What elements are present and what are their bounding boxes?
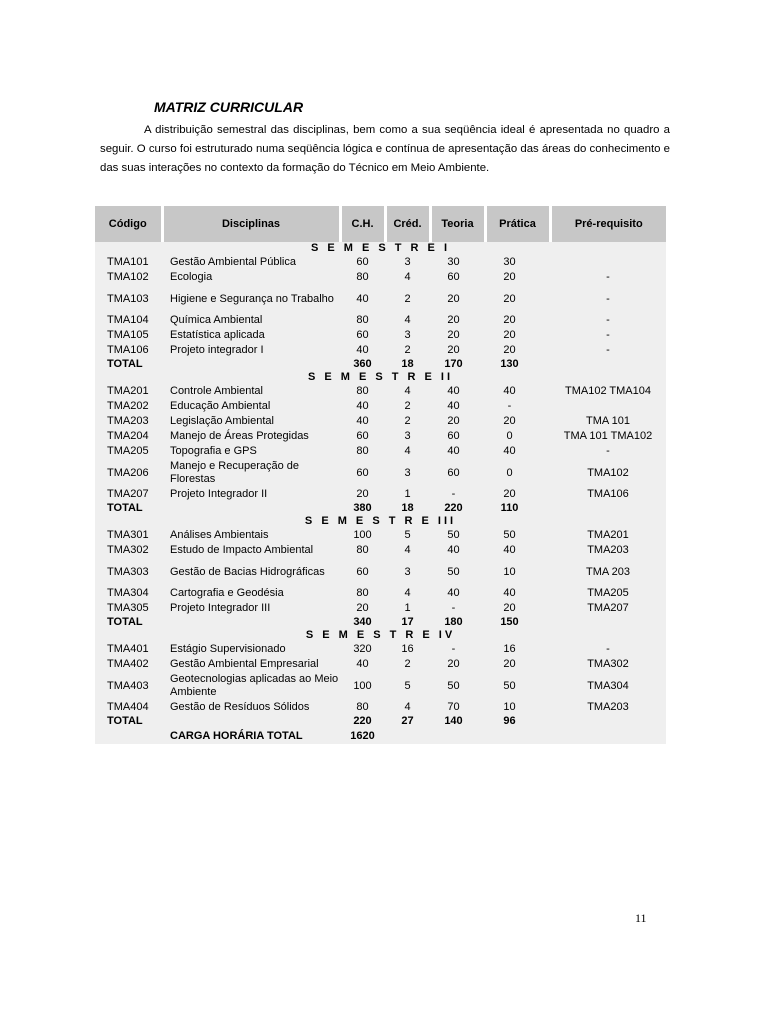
cell-pratica: 20 [485,414,550,429]
header-codigo: Código [95,206,162,242]
total-blank [550,715,666,728]
cell-prerequisito: - [550,642,666,657]
curriculum-body [95,242,666,744]
cell-disciplina: Topografia e GPS [162,444,340,459]
cell-disciplina: Cartografia e Geodésia [162,586,340,601]
cell-pratica: 10 [485,700,550,715]
semester-total-row [95,715,666,728]
cell-prerequisito: TMA205 [550,586,666,601]
cell-pratica: 20 [485,343,550,358]
grand-total-row [95,728,666,744]
total-teoria: 180 [430,616,485,629]
cell-disciplina: Química Ambiental [162,313,340,328]
total-label: TOTAL [95,358,162,371]
curriculum-table [95,206,666,744]
cell-ch: 60 [340,558,385,586]
total-label: TOTAL [95,715,162,728]
cell-codigo: TMA103 [95,285,162,313]
table-row [95,487,666,502]
cell-codigo: TMA401 [95,642,162,657]
grand-total-value: 1620 [340,728,385,744]
table-row [95,642,666,657]
cell-disciplina: Geotecnologias aplicadas ao Meio Ambiente [162,672,340,700]
cell-teoria: 70 [430,700,485,715]
cell-cred: 2 [385,343,430,358]
total-teoria: 170 [430,358,485,371]
cell-prerequisito: TMA 101 TMA102 [550,429,666,444]
grand-total-blank [385,728,430,744]
cell-teoria: 40 [430,586,485,601]
cell-teoria: - [430,601,485,616]
header-pratica: Prática [485,206,550,242]
cell-ch: 80 [340,444,385,459]
cell-prerequisito [550,399,666,414]
header-prerequisito: Pré-requisito [550,206,666,242]
cell-teoria: 60 [430,270,485,285]
cell-teoria: 60 [430,459,485,487]
cell-teoria: 20 [430,328,485,343]
cell-teoria: 20 [430,285,485,313]
table-row [95,384,666,399]
cell-codigo: TMA402 [95,657,162,672]
cell-codigo: TMA205 [95,444,162,459]
cell-disciplina: Projeto integrador I [162,343,340,358]
cell-codigo: TMA201 [95,384,162,399]
table-header-row [95,206,666,242]
cell-ch: 80 [340,270,385,285]
cell-pratica: 20 [485,657,550,672]
total-blank [162,358,340,371]
semester-total-row [95,502,666,515]
semester-header-row [95,242,666,255]
total-teoria: 140 [430,715,485,728]
cell-prerequisito: TMA201 [550,528,666,543]
cell-cred: 4 [385,384,430,399]
cell-prerequisito: TMA302 [550,657,666,672]
cell-pratica: 50 [485,672,550,700]
cell-codigo: TMA404 [95,700,162,715]
cell-disciplina: Gestão Ambiental Empresarial [162,657,340,672]
cell-codigo: TMA203 [95,414,162,429]
semester-label: S E M E S T R E III [95,515,666,528]
cell-disciplina: Estatística aplicada [162,328,340,343]
header-teoria: Teoria [430,206,485,242]
cell-ch: 320 [340,642,385,657]
cell-cred: 2 [385,285,430,313]
cell-ch: 40 [340,657,385,672]
semester-total-row [95,616,666,629]
cell-ch: 100 [340,672,385,700]
cell-teoria: - [430,642,485,657]
cell-codigo: TMA102 [95,270,162,285]
cell-codigo: TMA206 [95,459,162,487]
table-row [95,328,666,343]
cell-prerequisito [550,255,666,270]
cell-pratica: 40 [485,444,550,459]
table-row [95,700,666,715]
semester-header-row [95,371,666,384]
cell-ch: 20 [340,487,385,502]
cell-prerequisito: TMA102 TMA104 [550,384,666,399]
total-teoria: 220 [430,502,485,515]
cell-disciplina: Higiene e Segurança no Trabalho [162,285,340,313]
cell-codigo: TMA101 [95,255,162,270]
cell-ch: 40 [340,343,385,358]
table-row [95,672,666,700]
table-row [95,343,666,358]
total-blank [162,616,340,629]
cell-disciplina: Ecologia [162,270,340,285]
cell-pratica: 30 [485,255,550,270]
cell-pratica: 40 [485,384,550,399]
cell-ch: 20 [340,601,385,616]
cell-teoria: 50 [430,528,485,543]
cell-pratica: 20 [485,313,550,328]
total-pratica: 130 [485,358,550,371]
cell-disciplina: Controle Ambiental [162,384,340,399]
cell-ch: 80 [340,543,385,558]
cell-teoria: 30 [430,255,485,270]
cell-cred: 4 [385,444,430,459]
cell-prerequisito: TMA304 [550,672,666,700]
cell-teoria: 60 [430,429,485,444]
cell-ch: 40 [340,399,385,414]
cell-prerequisito: - [550,444,666,459]
cell-teoria: 40 [430,543,485,558]
semester-label: S E M E S T R E IV [95,629,666,642]
semester-label: S E M E S T R E II [95,371,666,384]
total-label: TOTAL [95,502,162,515]
cell-pratica: 10 [485,558,550,586]
cell-disciplina: Manejo de Áreas Protegidas [162,429,340,444]
cell-ch: 80 [340,586,385,601]
cell-disciplina: Legislação Ambiental [162,414,340,429]
total-ch: 340 [340,616,385,629]
cell-cred: 1 [385,487,430,502]
cell-pratica: 20 [485,285,550,313]
cell-teoria: 50 [430,672,485,700]
cell-pratica: 20 [485,487,550,502]
table-row [95,255,666,270]
table-row [95,444,666,459]
cell-cred: 5 [385,528,430,543]
total-ch: 360 [340,358,385,371]
cell-disciplina: Estágio Supervisionado [162,642,340,657]
cell-codigo: TMA104 [95,313,162,328]
total-cred: 18 [385,502,430,515]
cell-codigo: TMA302 [95,543,162,558]
cell-prerequisito: - [550,313,666,328]
table-row [95,528,666,543]
cell-cred: 3 [385,328,430,343]
cell-disciplina: Análises Ambientais [162,528,340,543]
cell-codigo: TMA105 [95,328,162,343]
grand-total-blank [430,728,485,744]
header-cred: Créd. [385,206,430,242]
cell-prerequisito: TMA102 [550,459,666,487]
cell-pratica: 20 [485,270,550,285]
cell-cred: 4 [385,700,430,715]
grand-total-label: CARGA HORÁRIA TOTAL [162,728,340,744]
header-ch: C.H. [340,206,385,242]
table-row [95,586,666,601]
cell-codigo: TMA303 [95,558,162,586]
cell-cred: 4 [385,270,430,285]
total-pratica: 110 [485,502,550,515]
cell-pratica: 20 [485,328,550,343]
cell-cred: 4 [385,586,430,601]
cell-ch: 40 [340,285,385,313]
total-cred: 17 [385,616,430,629]
cell-pratica: 40 [485,543,550,558]
total-blank [550,358,666,371]
cell-teoria: 20 [430,414,485,429]
cell-codigo: TMA301 [95,528,162,543]
cell-codigo: TMA304 [95,586,162,601]
grand-total-blank [550,728,666,744]
cell-prerequisito: - [550,285,666,313]
intro-paragraph: A distribuição semestral das disciplinas, bem como a sua seqüência ideal é apresentada no quadro a seguir. O curso foi estruturado numa seqüência lógica e contínua de apresentação das áreas do conhecimento e das suas interações no contexto da formação do Técnico em Meio Ambiente. [100,124,670,174]
cell-ch: 60 [340,429,385,444]
cell-prerequisito: TMA207 [550,601,666,616]
cell-ch: 60 [340,328,385,343]
cell-cred: 2 [385,414,430,429]
cell-pratica: 50 [485,528,550,543]
cell-disciplina: Estudo de Impacto Ambiental [162,543,340,558]
cell-disciplina: Projeto Integrador III [162,601,340,616]
grand-total-blank [485,728,550,744]
cell-ch: 100 [340,528,385,543]
cell-cred: 16 [385,642,430,657]
table-row [95,601,666,616]
total-blank [550,616,666,629]
cell-disciplina: Manejo e Recuperação de Florestas [162,459,340,487]
cell-cred: 3 [385,558,430,586]
table-row [95,285,666,313]
cell-ch: 80 [340,700,385,715]
cell-disciplina: Gestão de Resíduos Sólidos [162,700,340,715]
semester-header-row [95,515,666,528]
cell-prerequisito: - [550,270,666,285]
cell-teoria: 50 [430,558,485,586]
cell-ch: 40 [340,414,385,429]
cell-cred: 3 [385,459,430,487]
grand-total-blank [95,728,162,744]
cell-disciplina: Projeto Integrador II [162,487,340,502]
cell-cred: 3 [385,255,430,270]
cell-pratica: 20 [485,601,550,616]
semester-header-row [95,629,666,642]
cell-teoria: 20 [430,313,485,328]
table-row [95,459,666,487]
cell-codigo: TMA207 [95,487,162,502]
cell-codigo: TMA204 [95,429,162,444]
cell-cred: 1 [385,601,430,616]
table-row [95,657,666,672]
total-cred: 18 [385,358,430,371]
cell-teoria: - [430,487,485,502]
table-row [95,543,666,558]
cell-cred: 5 [385,672,430,700]
cell-prerequisito: TMA203 [550,543,666,558]
cell-codigo: TMA202 [95,399,162,414]
total-blank [162,715,340,728]
cell-codigo: TMA305 [95,601,162,616]
page-title: MATRIZ CURRICULAR [154,99,304,115]
header-disciplinas: Disciplinas [162,206,340,242]
table-row [95,270,666,285]
cell-teoria: 40 [430,444,485,459]
cell-codigo: TMA106 [95,343,162,358]
cell-codigo: TMA403 [95,672,162,700]
cell-prerequisito: TMA203 [550,700,666,715]
cell-prerequisito: TMA 203 [550,558,666,586]
cell-ch: 60 [340,459,385,487]
total-pratica: 96 [485,715,550,728]
cell-ch: 80 [340,313,385,328]
cell-teoria: 20 [430,657,485,672]
cell-prerequisito: TMA106 [550,487,666,502]
cell-teoria: 20 [430,343,485,358]
table-row [95,414,666,429]
cell-prerequisito: TMA 101 [550,414,666,429]
cell-prerequisito: - [550,343,666,358]
total-pratica: 150 [485,616,550,629]
table-row [95,558,666,586]
cell-teoria: 40 [430,384,485,399]
cell-pratica: 0 [485,429,550,444]
cell-cred: 2 [385,399,430,414]
cell-cred: 4 [385,543,430,558]
total-ch: 220 [340,715,385,728]
cell-teoria: 40 [430,399,485,414]
table-row [95,429,666,444]
cell-disciplina: Gestão de Bacias Hidrográficas [162,558,340,586]
cell-cred: 2 [385,657,430,672]
cell-disciplina: Educação Ambiental [162,399,340,414]
total-label: TOTAL [95,616,162,629]
cell-ch: 80 [340,384,385,399]
page-number: 11 [635,911,647,925]
total-blank [162,502,340,515]
total-cred: 27 [385,715,430,728]
semester-label: S E M E S T R E I [95,242,666,255]
table-row [95,313,666,328]
cell-pratica: 16 [485,642,550,657]
cell-pratica: 0 [485,459,550,487]
table-row [95,399,666,414]
cell-cred: 3 [385,429,430,444]
cell-cred: 4 [385,313,430,328]
total-ch: 380 [340,502,385,515]
total-blank [550,502,666,515]
cell-prerequisito: - [550,328,666,343]
cell-pratica: 40 [485,586,550,601]
cell-ch: 60 [340,255,385,270]
cell-disciplina: Gestão Ambiental Pública [162,255,340,270]
cell-pratica: - [485,399,550,414]
semester-total-row [95,358,666,371]
